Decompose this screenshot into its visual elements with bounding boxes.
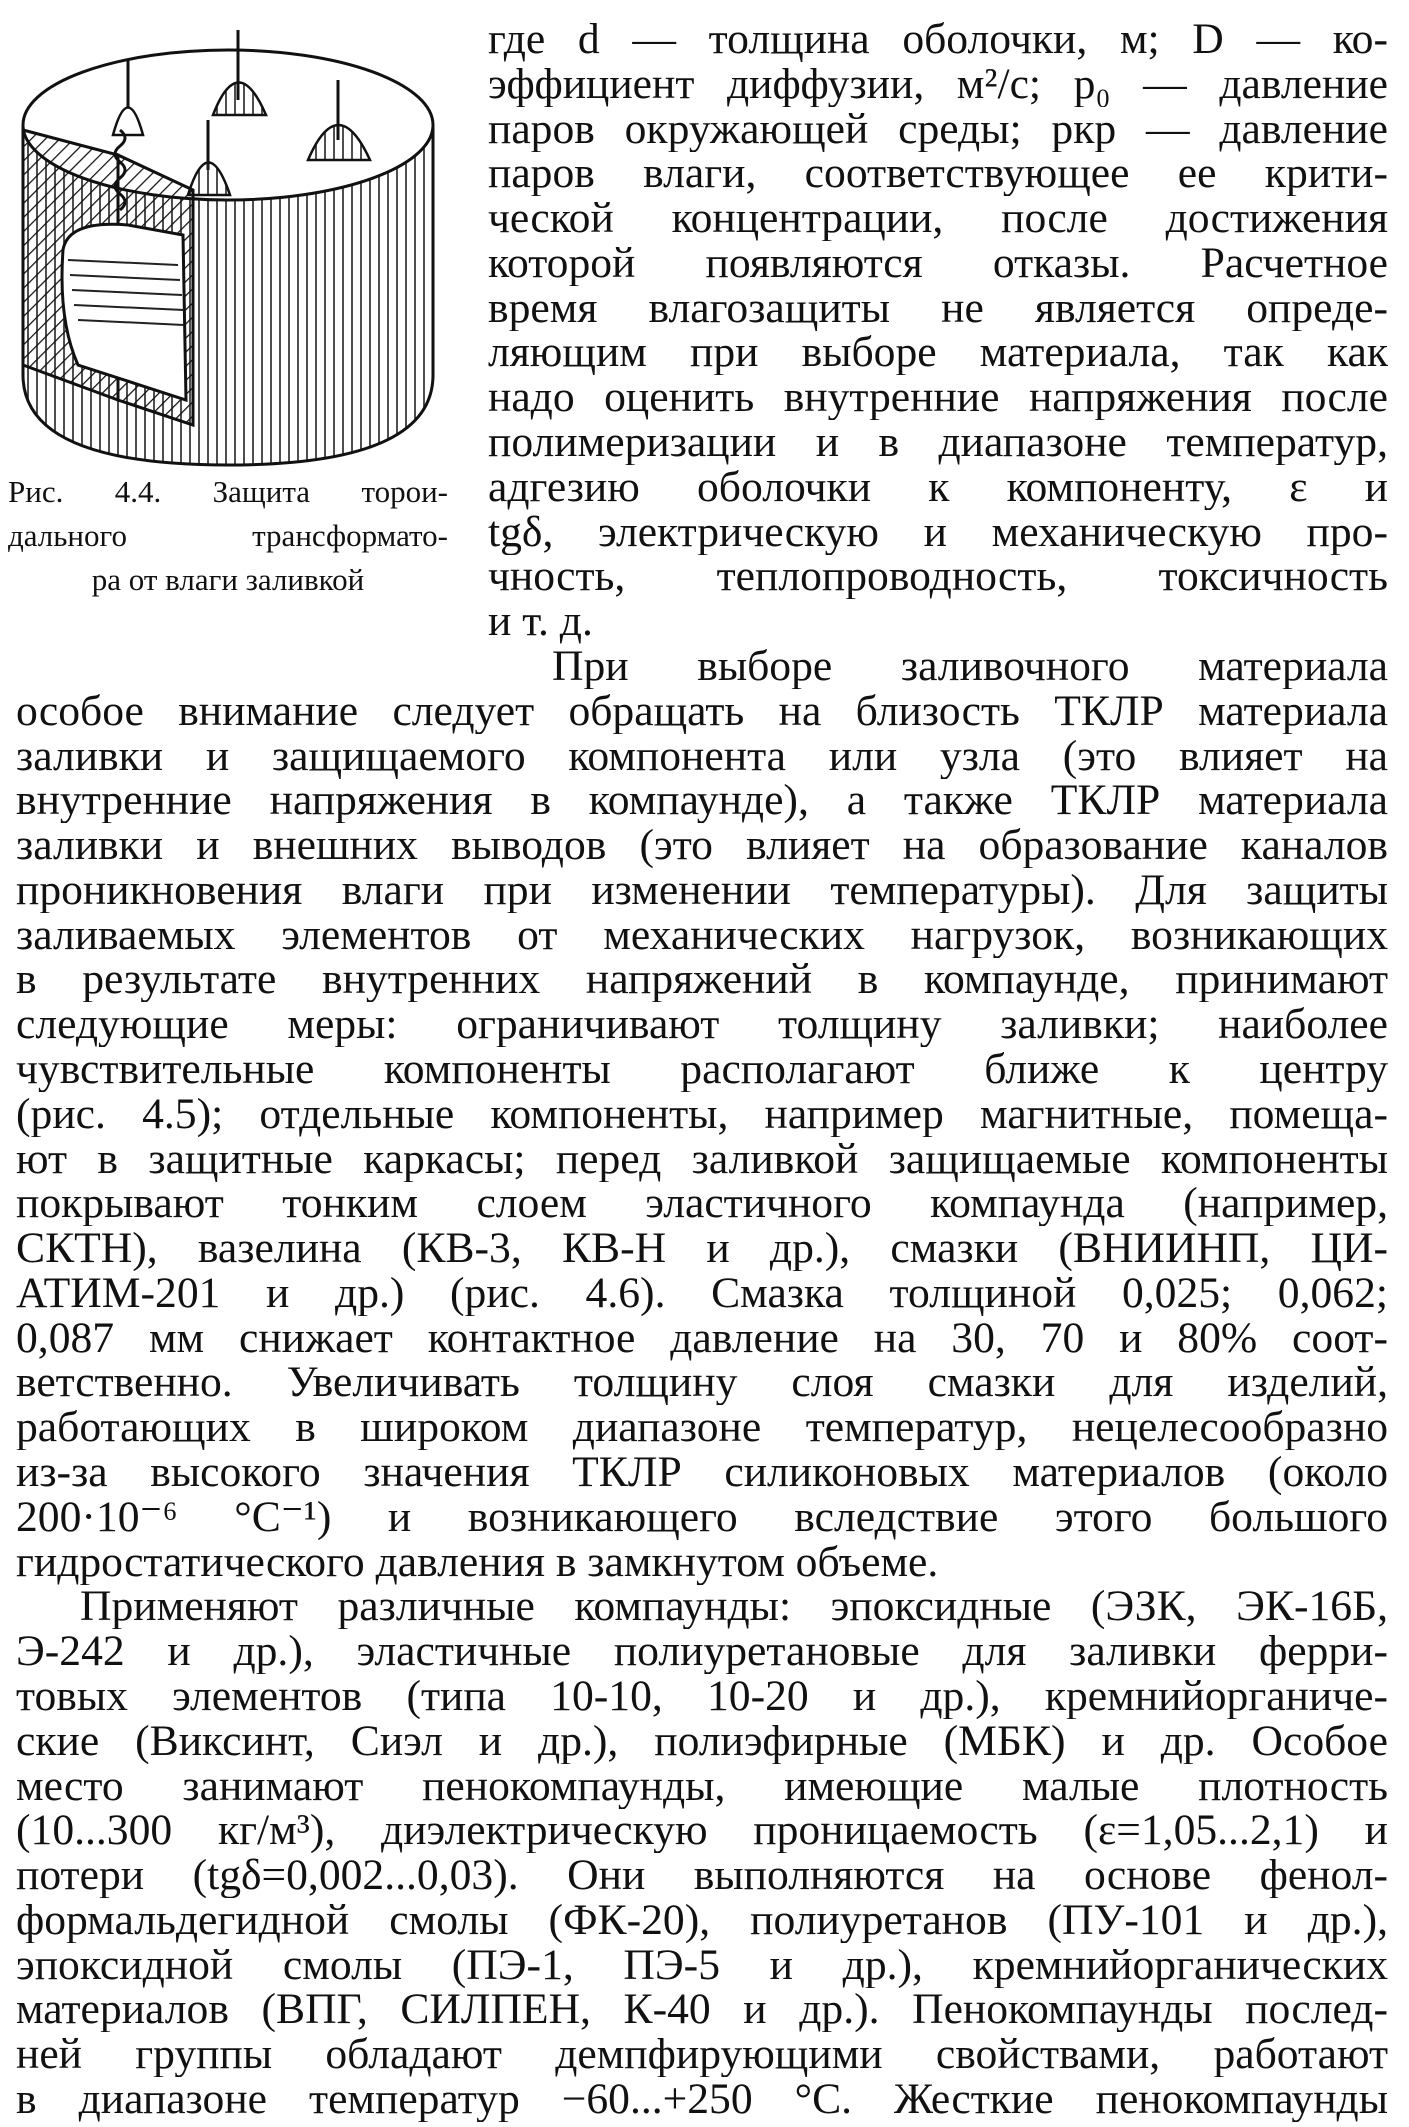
text-line: заливаемых элементов от механических нагрузок, возникающих (16, 914, 1388, 958)
text-line: полимеризации и в диапазоне температур, (488, 421, 1388, 465)
text-line: 200·10⁻⁶ °С⁻¹) и возникающего вследствие этого большого (16, 1496, 1388, 1540)
text-line: паров окружающей среды; pкр — давление (488, 108, 1388, 152)
text-line: работающих в широком диапазоне температур, нецелесообразно (16, 1406, 1388, 1450)
paragraph-first-line: Применяют различные компаунды: эпоксидные (ЭЗК, ЭК-16Б, (80, 1585, 1388, 1629)
text-line: tgδ, электрическую и механическую про- (488, 511, 1388, 555)
caption-line: дального трансформато- (8, 518, 448, 553)
caption-line: ра от влаги заливкой (91, 562, 365, 597)
text-line: заливки и внешних выводов (это влияет на образование каналов (16, 824, 1388, 868)
text-line: (рис. 4.5); отдельные компоненты, например магнитные, помеща- (16, 1093, 1388, 1137)
text-line: ней группы обладают демпфирующими свойствами, работают (16, 2033, 1388, 2077)
text-line: АТИМ-201 и др.) (рис. 4.6). Смазка толщиной 0,025; 0,062; (16, 1272, 1388, 1316)
text-line: и т. д. (488, 600, 593, 644)
text-line: ют в защитные каркасы; перед заливкой защищаемые компоненты (16, 1138, 1388, 1182)
text-line: проникновения влаги при изменении температуры). Для защиты (16, 869, 1388, 913)
text-line: гидростатического давления в замкнутом объеме. (16, 1541, 939, 1585)
toroidal-transformer-illustration (8, 20, 448, 470)
text-line: в результате внутренних напряжений в компаунде, принимают (16, 958, 1388, 1002)
text-line: ские (Виксинт, Сиэл и др.), полиэфирные (МБК) и др. Особое (16, 1720, 1388, 1764)
text-line: потери (tgδ=0,002...0,03). Они выполняются на основе фенол- (16, 1854, 1388, 1898)
text-line: внутренние напряжения в компаунде), а также ТКЛР материала (16, 779, 1388, 823)
text-line: формальдегидной смолы (ФК-20), полиуретанов (ПУ-101 и др.), (16, 1899, 1388, 1943)
figure-caption (8, 470, 448, 602)
text-line: особое внимание следует обращать на близость ТКЛР материала (16, 690, 1388, 734)
text-line: ветственно. Увеличивать толщину слоя смазки для изделий, (16, 1361, 1388, 1405)
text-line: товых элементов (типа 10-10, 10-20 и др.), кремнийорганиче- (16, 1675, 1388, 1719)
text-line: покрывают тонким слоем эластичного компаунда (например, (16, 1182, 1388, 1226)
text-line: следующие меры: ограничивают толщину заливки; наиболее (16, 1003, 1388, 1047)
text-line: 0,087 мм снижает контактное давление на 30, 70 и 80% соот- (16, 1317, 1388, 1361)
text-line: Э-242 и др.), эластичные полиуретановые для заливки ферри- (16, 1630, 1388, 1674)
text-line: СКТН), вазелина (КВ-3, КВ-Н и др.), смазки (ВНИИНП, ЦИ- (16, 1227, 1388, 1271)
text-line: эпоксидной смолы (ПЭ-1, ПЭ-5 и др.), кремнийорганических (16, 1944, 1388, 1988)
text-line: заливки и защищаемого компонента или узла (это влияет на (16, 735, 1388, 779)
text-line: где d — толщина оболочки, м; D — ко- (488, 18, 1388, 62)
text-line: ляющим при выборе материала, так как (488, 331, 1388, 375)
text-line: ческой концентрации, после достижения (488, 197, 1388, 241)
text-line: паров влаги, соответствующее ее крити- (488, 152, 1388, 196)
text-line: время влагозащиты не является опреде- (488, 287, 1388, 331)
text-line: в диапазоне температур −60...+250 °С. Жесткие пенокомпаунды (16, 2078, 1388, 2122)
text-line: место занимают пенокомпаунды, имеющие малые плотность (16, 1765, 1388, 1809)
text-line: которой появляются отказы. Расчетное (488, 242, 1388, 286)
transformer-figure (8, 20, 448, 470)
text-line: чувствительные компоненты располагают ближе к центру (16, 1048, 1388, 1092)
text-line: из-за высокого значения ТКЛР силиконовых материалов (около (16, 1451, 1388, 1495)
text-line: чность, теплопроводность, токсичность (488, 555, 1388, 599)
text-line: адгезию оболочки к компоненту, ε и (488, 466, 1388, 510)
caption-line: Рис. 4.4. Защита торои- (8, 474, 448, 509)
paragraph-first-line: При выборе заливочного материала (552, 645, 1388, 689)
text-line: надо оценить внутренние напряжения после (488, 376, 1388, 420)
text-line: материалов (ВПГ, СИЛПЕН, К-40 и др.). Пенокомпаунды послед- (16, 1988, 1388, 2032)
text-line: (10...300 кг/м³), диэлектрическую проницаемость (ε=1,05...2,1) и (16, 1809, 1388, 1853)
text-line: эффициент диффузии, м²/с; p₀ — давление (488, 63, 1388, 107)
